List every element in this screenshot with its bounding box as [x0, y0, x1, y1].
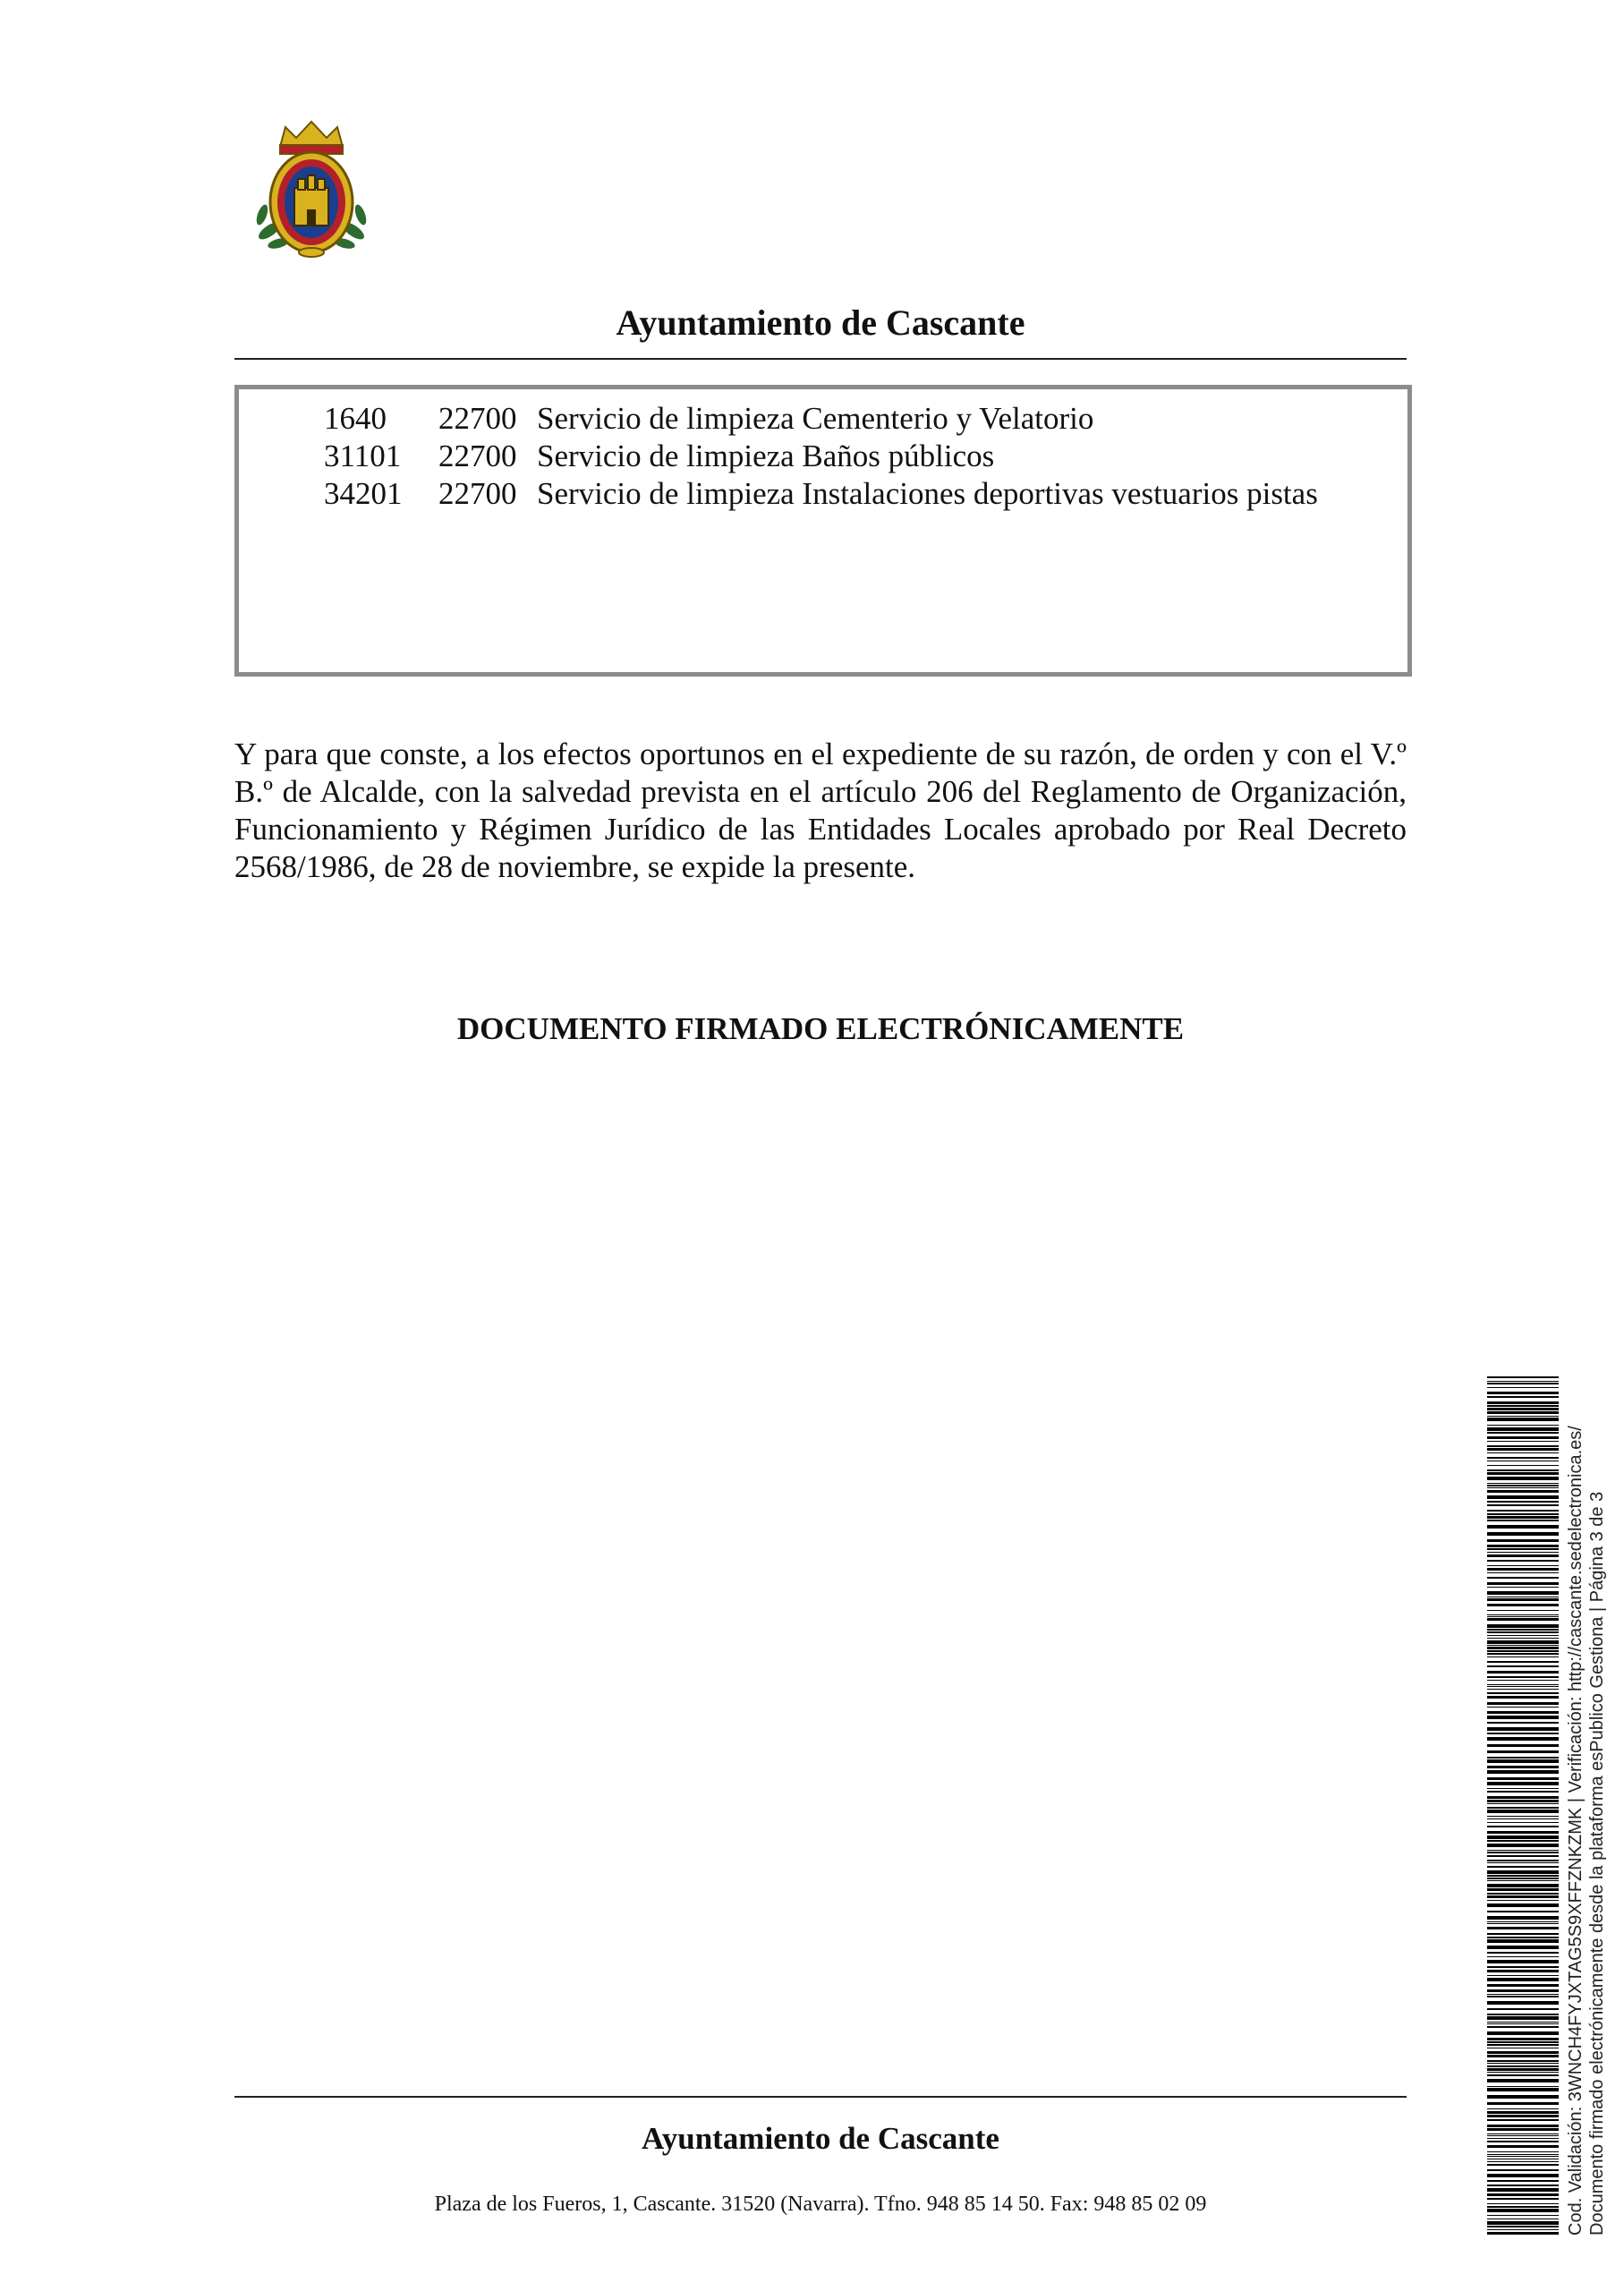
- budget-lines-box: [234, 385, 1412, 677]
- economic-code: 22700: [438, 401, 517, 436]
- economic-code: 22700: [438, 439, 517, 473]
- certification-paragraph: Y para que conste, a los efectos oportunos en el expediente de su razón, de orden y con el V.º B.º de Alcalde, con la salvedad prevista en el artículo 206 del Reglamento de Organización, Funcionamiento y Régimen Jurídico de las Entidades Locales aprobado por Real Decreto 2568/1986, de 28 de noviembre, se expide la presente.: [234, 737, 1407, 884]
- footer-address: Plaza de los Fueros, 1, Cascante. 31520 (Navarra). Tfno. 948 85 14 50. Fax: 948 85 02 09: [434, 2193, 1207, 2216]
- validation-code-text: Cod. Validación: 3WNCH4FYJXTAG5S9XFFZNKZMK | Verificación: http://cascante.sedelectronica.es/: [1566, 1426, 1586, 2236]
- line-description: Servicio de limpieza Cementerio y Velatorio: [537, 401, 1094, 436]
- platform-page-text: Documento firmado electrónicamente desde la plataforma esPublico Gestiona | Página 3 de 3: [1587, 1491, 1607, 2236]
- line-description: Servicio de limpieza Instalaciones deportivas vestuarios pistas: [537, 476, 1318, 511]
- line-description: Servicio de limpieza Baños públicos: [537, 439, 995, 473]
- municipal-coat-of-arms-icon: [253, 116, 370, 260]
- footer-divider: [234, 2096, 1407, 2098]
- program-code: 34201: [324, 476, 403, 511]
- header-divider: [234, 358, 1407, 360]
- barcode-icon: [1487, 1376, 1559, 2236]
- economic-code: 22700: [438, 476, 517, 511]
- header-title: Ayuntamiento de Cascante: [616, 302, 1025, 343]
- program-code: 1640: [324, 401, 387, 436]
- footer-title: Ayuntamiento de Cascante: [642, 2121, 999, 2156]
- program-code: 31101: [324, 439, 402, 473]
- electronic-signature-notice: DOCUMENTO FIRMADO ELECTRÓNICAMENTE: [456, 1011, 1185, 1046]
